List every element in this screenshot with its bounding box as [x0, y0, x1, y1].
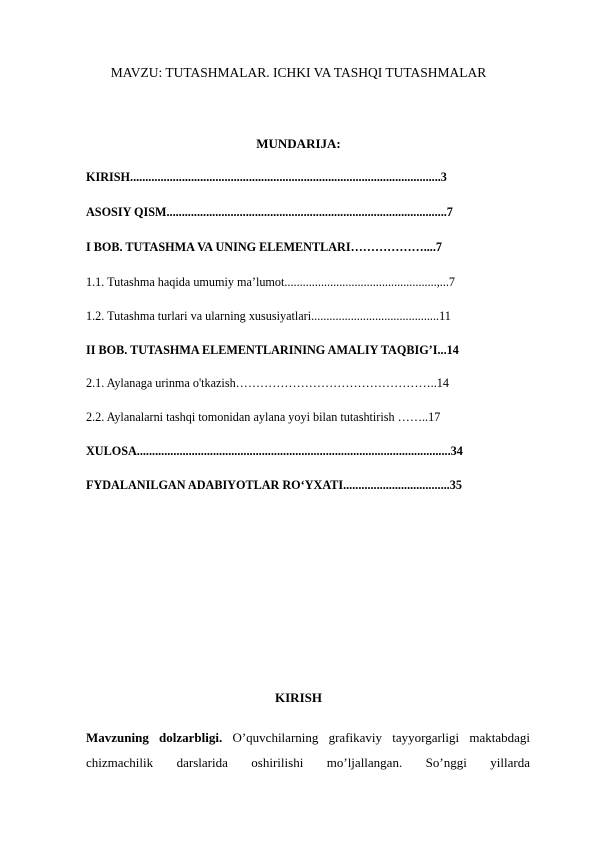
section-heading: KIRISH — [275, 690, 322, 705]
toc-entry-kirish: KIRISH......................................................................................................3 — [86, 170, 447, 184]
document-title: MAVZU: TUTASHMALAR. ICHKI VA TASHQI TUTASHMALAR — [110, 65, 487, 80]
toc-entry-asosiy-qism: ASOSIY QISM............................................................................................7 — [86, 205, 453, 219]
toc-entry-bob-2: II BOB. TUTASHMA ELEMENTLARINING AMALIY TAQBIG’I...14 — [86, 343, 459, 357]
intro-paragraph — [86, 725, 530, 775]
toc-heading: MUNDARIJA: — [256, 136, 341, 151]
toc-entry-adabiyotlar: FYDALANILGAN ADABIYOTLAR RO‘YXATI...................................35 — [86, 478, 462, 492]
toc-entry-2-2: 2.2. Aylanalarni tashqi tomonidan aylana yoyi bilan tutashtirish ……..17 — [86, 410, 441, 424]
toc-entry-bob-1: I BOB. TUTASHMA VA UNING ELEMENTLARI………………....7 — [86, 240, 442, 254]
toc-entry-1-1: 1.1. Tutashma haqida umumiy ma’lumot..................................................,...7 — [86, 275, 456, 289]
paragraph-body: O’quvchilarning grafikaviy tayyorgarligi maktabdagi chizmachilik darslarida oshirilishi mo’ljallangan. So’nggi yillarda — [86, 730, 530, 770]
paragraph-lead: Mavzuning dolzarbligi. — [86, 730, 223, 745]
toc-entry-2-1: 2.1. Aylanaga urinma o'tkazish…………………………………………..14 — [86, 376, 449, 390]
toc-entry-xulosa: XULOSA.......................................................................................................34 — [86, 444, 463, 458]
toc-entry-1-2: 1.2. Tutashma turlari va ularning xususiyatlari..........................................11 — [86, 309, 451, 323]
